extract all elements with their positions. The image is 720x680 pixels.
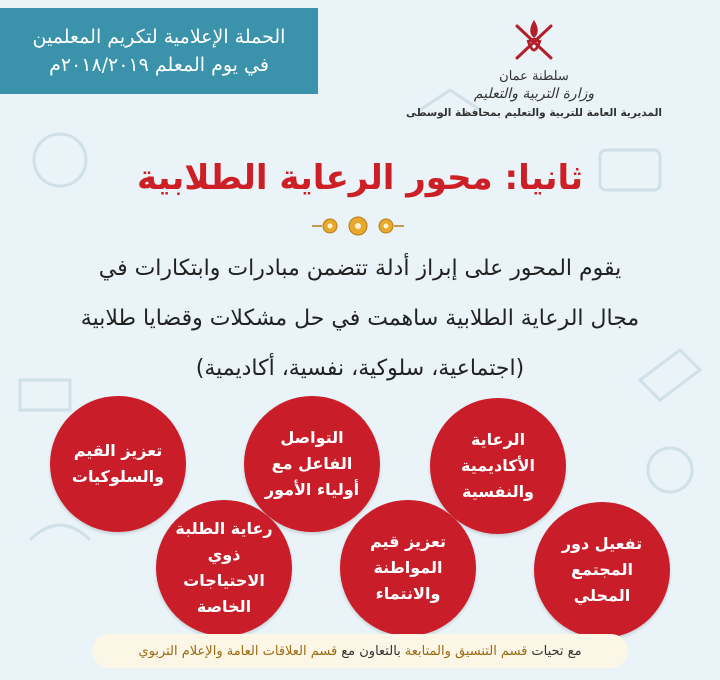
footer-prefix: مع تحيات <box>531 643 582 659</box>
intro-line-2: مجال الرعاية الطلابية ساهمت في حل مشكلات وقضايا طلابية <box>80 306 640 331</box>
pillar-citizenship-values <box>340 500 476 636</box>
footer-credits <box>92 634 628 668</box>
footer-dept-public-relations: قسم العلاقات العامة والإعلام التربوي <box>138 643 338 659</box>
campaign-banner <box>0 8 318 94</box>
pillar-label: تعزيز القيم والسلوكيات <box>71 441 165 486</box>
pillar-academic-psychological-care <box>430 398 566 534</box>
pillar-label: الرعاية الأكاديمية والنفسية <box>461 430 535 501</box>
pillar-special-needs-students <box>156 500 292 636</box>
pillar-label: تفعيل دور المجتمع المحلي <box>561 534 643 605</box>
footer-join: بالتعاون مع <box>341 643 401 659</box>
section-title: ثانيا: محور الرعاية الطلابية <box>136 158 584 198</box>
pillar-label: التواصل الفاعل مع أولياء الأمور <box>264 428 360 499</box>
ministry-name: وزارة التربية والتعليم <box>473 86 595 102</box>
floral-divider-icon <box>310 214 406 238</box>
sultanate-name: سلطنة عمان <box>499 69 569 84</box>
intro-paragraph <box>30 244 690 394</box>
pillar-parent-communication <box>244 396 380 532</box>
pillar-values-behaviors <box>50 396 186 532</box>
banner-line-2: في يوم المعلم ٢٠١٨/٢٠١٩م <box>49 54 269 76</box>
intro-line-1: يقوم المحور على إبراز أدلة تتضمن مبادرات وابتكارات في <box>98 256 622 281</box>
footer-dept-coordination: قسم التنسيق والمتابعة <box>404 643 528 659</box>
pillar-label: رعاية الطلبة ذوي الاحتياجات الخاصة <box>175 519 273 616</box>
pillar-community-role <box>534 502 670 638</box>
ministry-header <box>384 14 684 121</box>
pillar-label: تعزيز قيم المواطنة والانتماء <box>369 532 447 603</box>
directorate-name: المديرية العامة للتربية والتعليم بمحافظة الوسطى <box>406 107 662 119</box>
intro-line-3: (اجتماعية، سلوكية، نفسية، أكاديمية) <box>195 356 525 381</box>
oman-khanjar-emblem-icon <box>507 14 561 66</box>
banner-line-1: الحملة الإعلامية لتكريم المعلمين <box>32 26 286 48</box>
